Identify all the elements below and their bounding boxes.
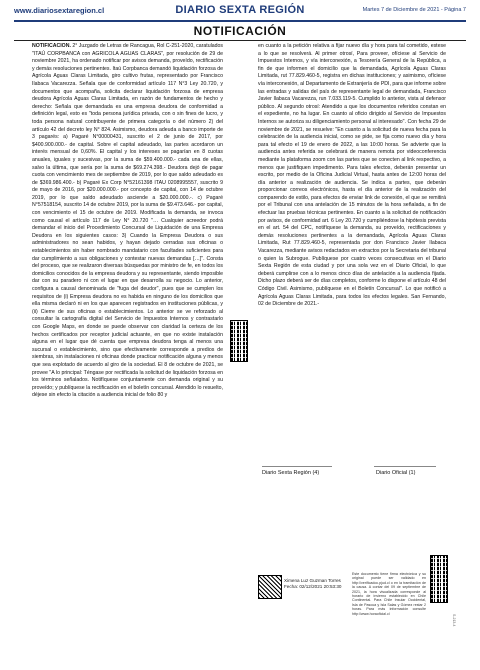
signature-line-right bbox=[374, 466, 436, 467]
notice-left-column bbox=[32, 43, 223, 661]
signer-date: Fecha: 02/12/2021 20:53:30 bbox=[284, 584, 342, 589]
site-url[interactable]: www.diariosextaregion.cl bbox=[14, 6, 105, 15]
publication-diario-oficial: Diario Oficial (1) bbox=[376, 470, 416, 476]
issue-date-page: Martes 7 de Diciembre de 2021 - Página 7 bbox=[362, 7, 466, 13]
signature-line-left bbox=[262, 466, 332, 467]
side-code: S-213-4 bbox=[452, 614, 456, 627]
notice-lead: NOTIFICACIÓN. bbox=[32, 43, 71, 49]
notice-right-column bbox=[258, 43, 446, 473]
signer-info bbox=[284, 578, 341, 590]
verification-qr-icon bbox=[430, 555, 448, 603]
publication-diario-sexta: Diario Sexta Región (4) bbox=[262, 470, 320, 476]
newspaper-brand: DIARIO SEXTA REGIÓN bbox=[175, 4, 305, 16]
signature-seal-icon bbox=[258, 575, 282, 599]
notice-right-text: en cuanto a la petición relativa a fijar nuevo día y hora para tal cometido, estese a lo que se resolverá. Al primer otrosí, Para proveer, ofíciese al Servicio de Impuestos Internos, y vía interconexión, a Tesorería General de la República, a fin de que informen el domicilio que la demandada, Agrícola Aguas Claras Limitada, rut 77.829.460-5, registra en dichas instituciones; y asimismo, ofíciese vía interconexión, al Departamento de Extranjería de PDI, para que informe sobre las entradas y salidas del país de representante legal de demandada, Francisco Javier Ilabaca Vacarezza, run 7.033.119-5. Cumplido lo anterior, vista al defensor público. Al segundo otrosí: Atendido a que los documentos referidos constan en el expediente, no ha lugar. En cuanto al oficio dirigido al Servicio de Impuestos Internos se autoriza su diligenciamiento personal al interesado". Con fecha 29 de noviembre de 2021, se resuelve: "En cuanto a la solicitud de nueva fecha para la celebración de la audiencia inicial, como se pide, se fija como nuevo día y hora para tal efecto el 19 de enero de 2022, a las 10:00 horas. Se advierte que la audiencia antes referida se celebrará de manera remota por videoconferencia mediante la plataforma zoom con las partes que se conecten al link respectivo, a menos que justifiquen impedimento. Para tales efectos, deberán presentar un escrito, por medio de la Oficina Judicial Virtual, hasta antes de 12:00 horas del día anterior a realización de audiencia. Se indica a partes, que deberán proporcionar correos electrónicos, hasta el día anterior de la realización del comparendo de estilo, para efectos de enviar link de conexión, el que se remitirá por el Tribunal con una antelación de 15 minutos de la hora señalada, a fin de efectuar las pruebas técnicas pertinentes. En cuanto a la solicitud de notificación por avisos, de conformidad art. 6 Ley 20.720 y cumpliéndose la hipótesis prevista en el art. 54 del CPC, notifíquese la demanda, su proveído, rectificaciones y demás resoluciones pertinentes a la demandada, Agrícola Aguas Claras Limitada, Rut 77.829.460-5, representada por don Francisco Javier Ilabaca Vacarezza, mediante avisos redactados en extractos por la Secretaria del tribunal o quien la Subrogue. Publíquese por cuatro veces consecutivas en el Diario Sexta Región de esta ciudad y por una sola vez en el Diario Oficial, lo que deberá cumplirse con a lo menos cinco días de antelación a la audiencia fijada. Dicho plazo deberá ser de días completos, conforme lo dispone el artículo 48 del Código Civil. Asimismo, publíquese en el Boletín Concursal". Lo que notificó a Agrícola Aguas Claras Limitada, para todos los efectos legales. San Fernando, 02 de Diciembre de 2021.- bbox=[258, 43, 446, 308]
verification-barcode bbox=[230, 320, 248, 362]
notice-left-text: 2° Juzgado de Letras de Rancagua, Rol C-251-2020, caratulados "ITAÚ CORPBANCA con AGRICOLA AGUAS CLARAS", por resolución de 29 de noviembre 2021, ha ordenado notificar por avisos demanda, proveído, rectificación y demás resoluciones pertinentes. Itaú Corpbanca demandó liquidación forzosa de Agrícola Aguas Claras Limitada, giro cultivo frutas, representado por Francisco Ilabaca Vacarezza. Señala que de conformidad artículo 117 N°3 Ley 20.720, y documentos que acompaña, solicita declarar liquidación forzosa de empresa deudora Agrícola Aguas Claras Limitada, en razón de fundamentos de hecho y derecho: Señala que demandada es una empresa deudora de conformidad a definición legal, esto es "toda persona jurídica privada, con o sin fines de lucro, y toda persona natural contribuyente de primera categoría o del número 2) del artículo 42 del decreto ley N° 824. Asimismo, deudora adeuda a banco importe de 3 pagarés: a) Pagaré N°00000431, suscrito el 2 de junio de 2017, por $400.900.000.- de capital. Sobre el capital adeudado, las partes acordaron un interés mensual de 0,60%. El capital y los intereses se pagarían en 8 cuotas anuales, iguales y sucesivas, por la suma de $59.400.000.- cada una de ellas, salvo la última, que sería por la suma de $69.274.398.- Deudora dejó de pagar cuota con vencimiento mes de septiembre de 2019, por lo que saldo adeudado es de $369.986.400.- b) Pagaré Ex Corp N°52161398 ITAU 0208995557, suscrito 9 de mayo de 2016, por $20.000.000.- por concepto de capital, con 14 de octubre 2019, por lo que saldo adeudado asciende a $20.000.000.-. c) Pagaré N°57518154, suscrito 14 de octubre 2019, por la suma de $9.473.646.- por capital, con vencimiento el 15 de octubre de 2019. Modificada la demanda, se invoca como causal el artículo 117 de Ley N° 20.720 "… Cualquier acreedor podrá demandar el inicio del Procedimiento Concursal de Liquidación de una Empresa Deudora en los siguientes casos: 3) Cuando la Empresa Deudora o sus administradores no sean habidos, y hayan dejado cerradas sus oficinas o establecimientos sin haber nombrado mandatario con facultades suficientes para dar cumplimiento a sus obligaciones y contestar nuevas demandas […]". Consta del proceso, que se realizaron diversas búsquedas por ministro de fe, en todos los domicilios conocidos de la empresa deudora y su representante, siendo imposible dar con su paradero ni con el lugar en que desarrolla su negocio. Lo anterior, configura a causal denominada de "fuga del deudor", pues que se cumplen los requisitos de (i) Empresa deudora no es habida en ninguno de los domicilios que ella misma declaró ni en los que aparecen registrados en instituciones públicas, y (ii) Cierre de sus oficinas o establecimientos. Lo anterior se ve reforzado al consultar la cartografía digital del Servicio de Impuestos Internos y contrastarlo con Google Maps, en donde se puede observar con claridad la certeza de los hechos certificados por receptor judicial actuante, en que no existe instalación alguna en el lugar que dé cuenta que empresa deudora tenga al menos una sucursal o establecimiento, sino que efectivamente corresponde a predios de siembras, sin instalaciones ni oficinas donde practicar notificación alguna y menos que sea explotado de acuerdo al giro de la sociedad. El 8 de octubre de 2021, se provee "A lo principal: Téngase por rectificada la solicitud de liquidación forzosa en los términos señalados. Notifíquese conjuntamente con demanda original y su proveído; y publíquese la rectificación en el boletín concursal. Atendido lo resuelto, déjese sin efecto la citación a audiencia inicial de folio 80 y bbox=[32, 43, 223, 399]
newspaper-header bbox=[14, 6, 466, 22]
signer-name: Ximena Luz Guzman Torres bbox=[284, 578, 341, 583]
verification-notice: Este documento tiene firma electrónica y su original puede ser validado en http://verificadoc.pjud.cl o en la tramitación de la causa. A contar del 09 de septiembre de 2021, la hora visualizada corresponde al horario de invierno establecido en Chile Continental. Para Chile Insular Occidental, Isla de Pascua y Isla Salas y Gómez restar 2 horas. Para más información consulte http://www.horaoficial.cl bbox=[352, 572, 426, 616]
section-title: NOTIFICACIÓN bbox=[14, 24, 466, 41]
